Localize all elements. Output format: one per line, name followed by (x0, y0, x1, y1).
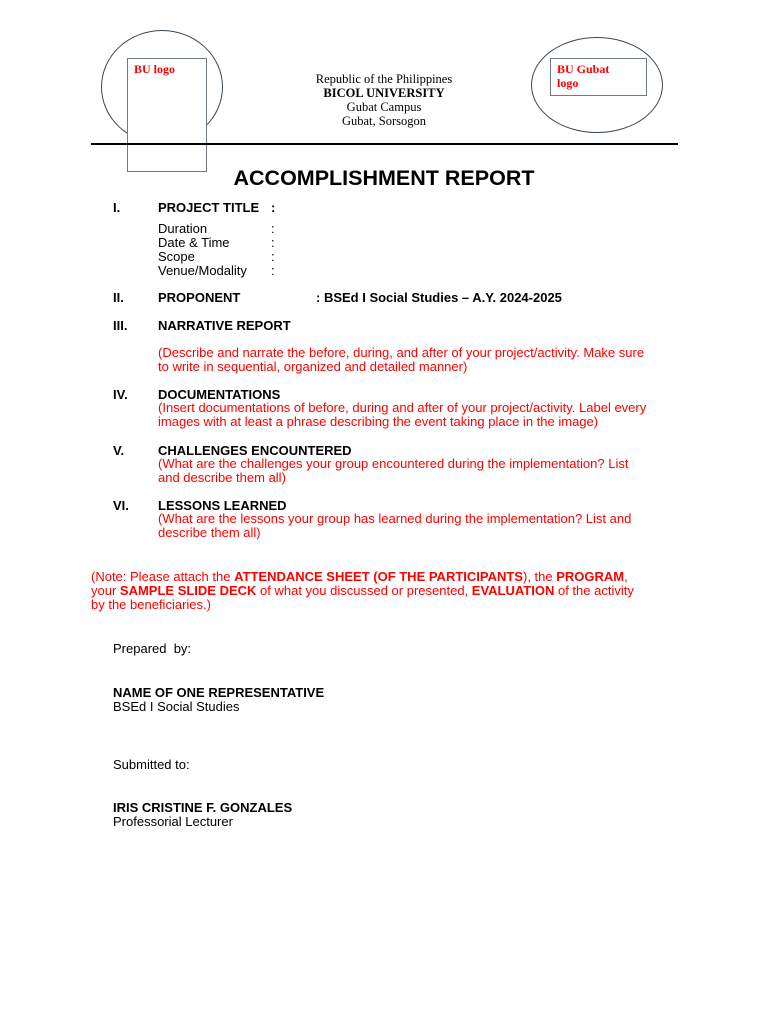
note-emphasis: PROGRAM (556, 569, 625, 584)
note-emphasis: EVALUATION (471, 583, 555, 598)
note-line (91, 584, 691, 598)
prepared-by-label: Prepared by: (113, 641, 192, 656)
note-line (91, 570, 691, 584)
right-logo-placeholder (550, 58, 647, 96)
right-logo-label: BU Gubat logo (557, 62, 610, 90)
section-colon: : (271, 200, 276, 215)
header-republic: Republic of the Philippines (315, 72, 453, 86)
instruction-text: (Describe and narrate the before, during, and after of your project/activity. Make sure (158, 345, 645, 360)
left-logo-placeholder (127, 58, 207, 172)
header-university: BICOL UNIVERSITY (323, 86, 445, 100)
section-heading: CHALLENGES ENCOUNTERED (158, 443, 352, 458)
proponent-value: : BSEd I Social Studies – A.Y. 2024-2025 (316, 290, 562, 305)
detail-label: Date & Time (158, 235, 230, 250)
detail-label: Scope (158, 249, 195, 264)
left-logo-label: BU logo (134, 62, 176, 76)
note-text: by the beneficiaries.) (91, 597, 211, 612)
detail-colon: : (271, 235, 275, 250)
instruction-text: to write in sequential, organized and detailed manner) (158, 359, 468, 374)
header-divider (91, 143, 678, 145)
section-heading: DOCUMENTATIONS (158, 387, 281, 402)
detail-colon: : (271, 263, 275, 278)
detail-colon: : (271, 221, 275, 236)
section-number: III. (113, 318, 128, 333)
section-number: I. (113, 200, 121, 215)
section-number: II. (113, 290, 124, 305)
note-text: of what you discussed or presented, (256, 583, 472, 598)
detail-label: Duration (158, 221, 208, 236)
attachment-note (91, 570, 691, 612)
section-number: VI. (113, 498, 129, 513)
instruction-text: (What are the lessons your group has learned during the implementation? List and (158, 511, 632, 526)
representative-role: BSEd I Social Studies (113, 699, 240, 714)
section-heading: LESSONS LEARNED (158, 498, 287, 513)
note-emphasis: SAMPLE SLIDE DECK (119, 583, 257, 598)
lecturer-name: IRIS CRISTINE F. GONZALES (113, 800, 293, 815)
note-text: ), the (522, 569, 557, 584)
representative-name: NAME OF ONE REPRESENTATIVE (113, 685, 325, 700)
section-number: IV. (113, 387, 128, 402)
note-text: of the activity (554, 583, 634, 598)
note-text: your (91, 583, 120, 598)
instruction-text: (What are the challenges your group encountered during the implementation? List (158, 456, 629, 471)
header-campus: Gubat Campus (346, 100, 422, 114)
detail-label: Venue/Modality (158, 263, 247, 278)
note-text: , (624, 569, 628, 584)
note-text: (Note: Please attach the (91, 569, 235, 584)
submitted-to-label: Submitted to: (113, 757, 190, 772)
page-title: ACCOMPLISHMENT REPORT (233, 166, 535, 190)
section-heading: PROJECT TITLE (158, 200, 260, 215)
note-line (91, 598, 691, 612)
instruction-text: describe them all) (158, 525, 261, 540)
instruction-text: and describe them all) (158, 470, 286, 485)
header-location: Gubat, Sorsogon (341, 114, 427, 128)
lecturer-title: Professorial Lecturer (113, 814, 233, 829)
section-heading: PROPONENT (158, 290, 241, 305)
instruction-text: (Insert documentations of before, during and after of your project/activity. Label every (158, 400, 647, 415)
detail-colon: : (271, 249, 275, 264)
note-emphasis: ATTENDANCE SHEET (OF THE PARTICIPANTS (234, 569, 523, 584)
section-number: V. (113, 443, 125, 458)
instruction-text: images with at least a phrase describing the event taking place in the image) (158, 414, 599, 429)
section-heading: NARRATIVE REPORT (158, 318, 291, 333)
